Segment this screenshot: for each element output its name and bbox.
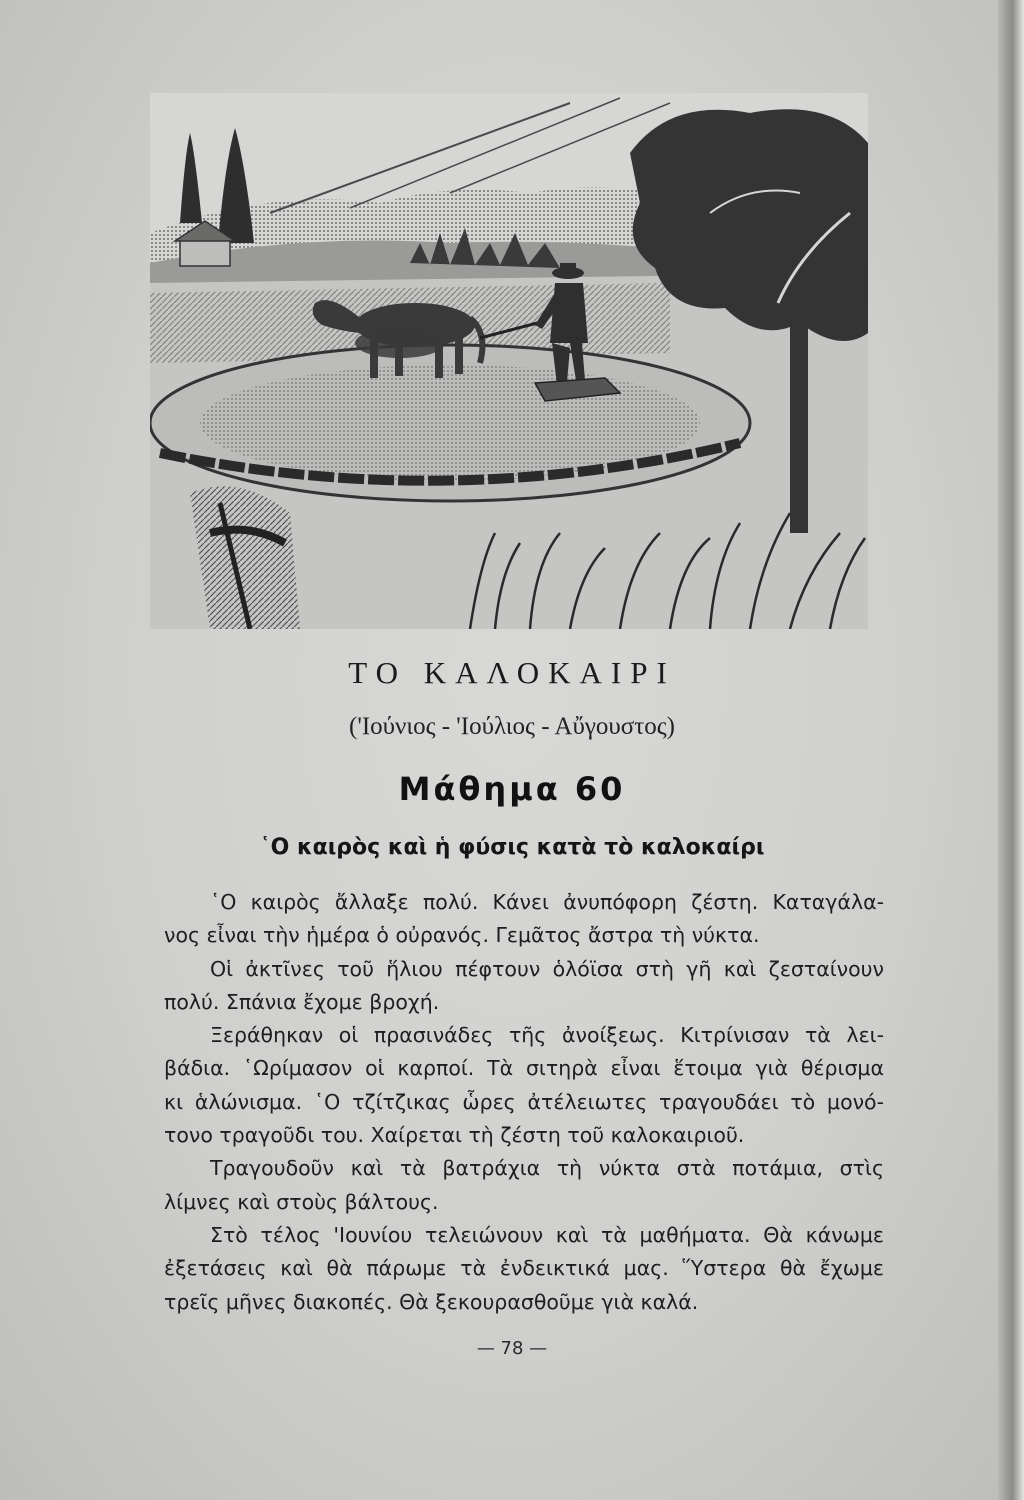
- text-line: τονο τραγοῦδι του. Χαίρεται τὴ ζέστη τοῦ καλοκαιριοῦ.: [164, 1123, 745, 1148]
- lesson-heading: Μάθημα 60: [398, 770, 626, 808]
- paragraph-3: [164, 1019, 884, 1152]
- text-line: πολύ. Σπάνια ἔχομε βροχή.: [164, 989, 440, 1014]
- section-title: ΤΟ ΚΑΛΟΚΑΙΡΙ: [348, 655, 676, 690]
- text-line: ἐξετάσεις καὶ θὰ πάρωμε τὰ ἐνδεικτικά μας. Ὕστερα θὰ ἔχωμε: [164, 1256, 884, 1281]
- paragraph-4: [164, 1152, 884, 1219]
- text-line: Ξεράθηκαν οἱ πρασινάδες τῆς ἀνοίξεως. Κιτρίνισαν τὰ λει-: [210, 1023, 884, 1048]
- text-line: Στὸ τέλος 'Ιουνίου τελειώνουν καὶ τὰ μαθήματα. Θὰ κάνωμε: [210, 1222, 884, 1247]
- text-line: ῾Ο καιρὸς ἄλλαξε πολύ. Κάνει ἀνυπόφορη ζέστη. Καταγάλα-: [210, 890, 884, 914]
- paragraph-1: [164, 886, 884, 953]
- text-line: νος εἶναι τὴν ἡμέρα ὁ οὐρανός. Γεμᾶτος ἄστρα τὴ νύκτα.: [164, 923, 760, 948]
- lesson-body: [164, 886, 884, 1319]
- text-line: Οἱ ἀκτῖνες τοῦ ἥλιου πέφτουν ὁλόϊσα στὴ γῆ καὶ ζεσταίνουν: [210, 956, 884, 981]
- text-line: κι ἁλώνισμα. ῾Ο τζίτζικας ὧρες ἀτέλειωτες τραγουδάει τὸ μονό-: [164, 1089, 884, 1114]
- text-line: βάδια. ῾Ωρίμασον οἱ καρποί. Τὰ σιτηρὰ εἶναι ἕτοιμα γιὰ θέρισμα: [164, 1056, 884, 1081]
- threshing-illustration: [150, 93, 868, 629]
- text-line: λίμνες καὶ στοὺς βάλτους.: [164, 1189, 439, 1214]
- text-line: τρεῖς μῆνες διακοπές. Θὰ ξεκουρασθοῦμε γιὰ καλά.: [164, 1289, 699, 1314]
- lesson-subtitle: ῾Ο καιρὸς καὶ ἡ φύσις κατὰ τὸ καλοκαίρι: [259, 835, 765, 860]
- text-line: Τραγουδοῦν καὶ τὰ βατράχια τὴ νύκτα στὰ ποτάμια, στὶς: [210, 1156, 884, 1181]
- page-binding-edge: [998, 0, 1024, 1500]
- paragraph-2: [164, 953, 884, 1020]
- paragraph-5: [164, 1219, 884, 1319]
- page-number: — 78 —: [476, 1338, 548, 1359]
- months-subtitle: ('Ιούνιος - 'Ιούλιος - Αὔγουστος): [349, 713, 675, 740]
